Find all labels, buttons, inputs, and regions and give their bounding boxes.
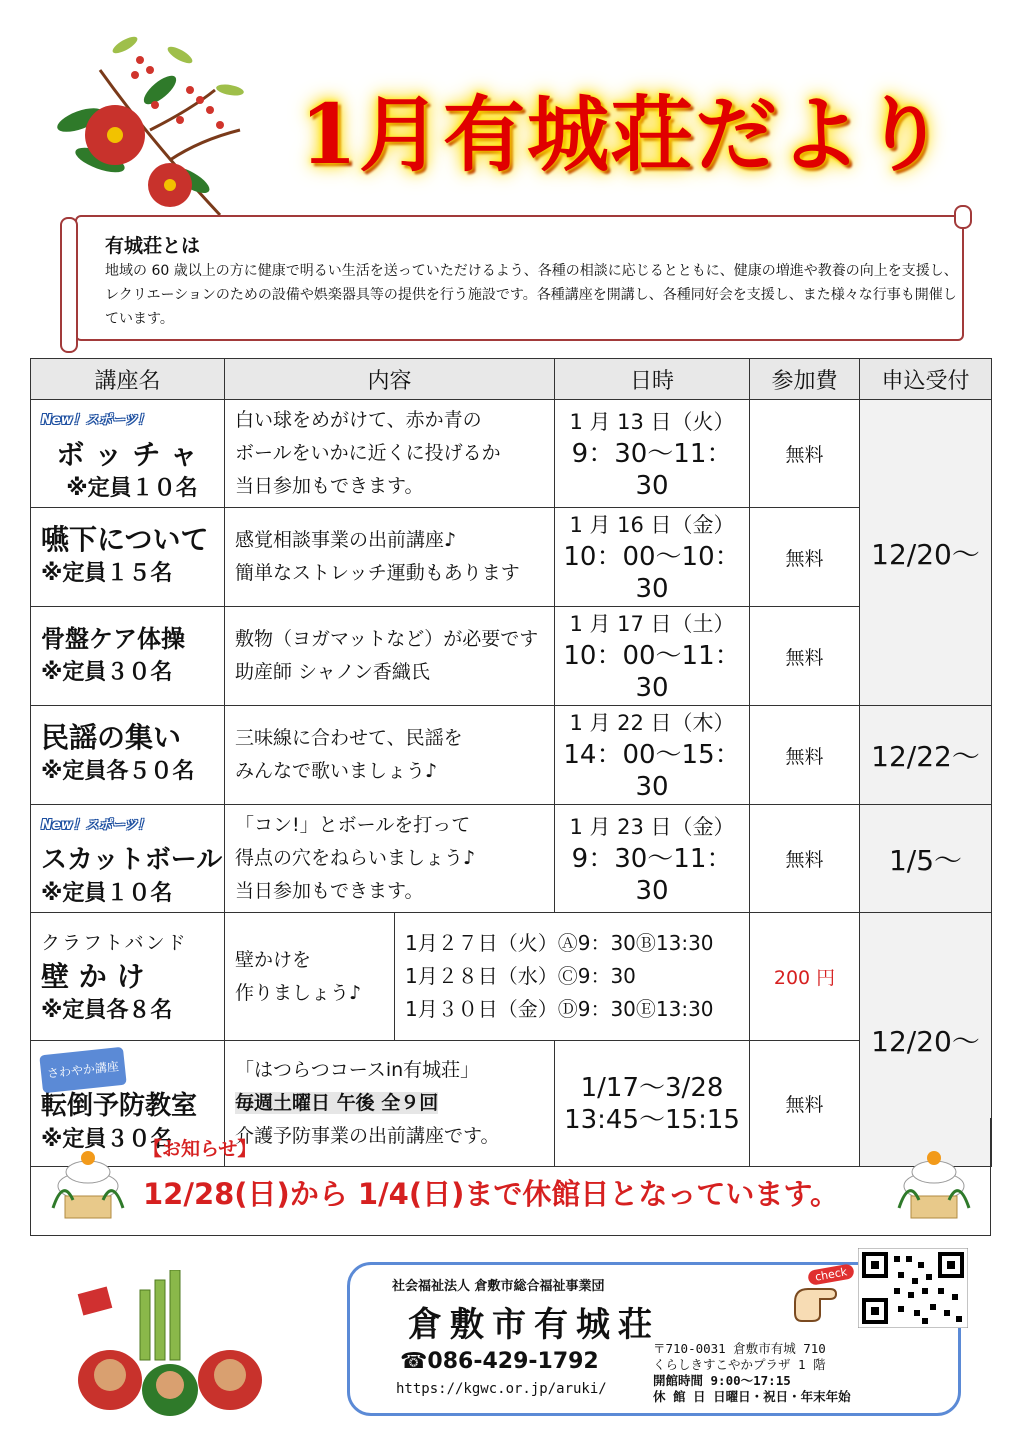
camellia-illustration [40, 30, 260, 220]
table-row [31, 706, 992, 805]
address-line: 〒710-0031 倉敷市有城 710 [653, 1341, 826, 1356]
course-fee: 無料 [750, 1041, 860, 1167]
registration-date: 12/20〜 [860, 913, 992, 1167]
course-date: 1 月 23 日（金） [569, 814, 735, 839]
notice-body: 12/28(日)から 1/4(日)まで休館日となっています。 [143, 1177, 840, 1211]
course-name: 骨盤ケア体操 [41, 625, 185, 653]
new-year-illustration [70, 1270, 270, 1420]
organization-parent: 社会福祉法人 倉敷市総合福祉事業団 [392, 1279, 605, 1294]
session-date: 1月３０日（金）Ⓓ9：30Ⓔ13:30 [405, 997, 714, 1021]
course-date: 1 月 13 日（火） [569, 409, 735, 434]
content-line: 白い球をめがけて、赤か青の [235, 409, 482, 431]
content-line: 助産師 シャノン香織氏 [235, 661, 430, 683]
check-tag: check [807, 1263, 855, 1286]
content-line: 作りましょう♪ [235, 981, 362, 1004]
opening-hours: 開館時間 9:00〜17:15 [653, 1373, 791, 1388]
table-row [31, 508, 992, 607]
course-table [30, 358, 992, 1167]
course-datetime [555, 607, 750, 706]
course-name-cell [31, 607, 225, 706]
new-sports-badge: New！スポーツ！ [41, 818, 151, 833]
course-name-cell [31, 400, 225, 508]
content-line-highlight: 毎週土曜日 午後 全９回 [235, 1092, 439, 1114]
course-capacity: ※定員３０名 [41, 660, 173, 685]
course-datetime [555, 706, 750, 805]
course-fee: 無料 [750, 508, 860, 607]
course-name-cell [31, 913, 225, 1041]
table-row [31, 607, 992, 706]
course-content [225, 706, 555, 805]
closed-days: 休 館 日 日曜日・祝日・年末年始 [653, 1389, 851, 1404]
page-title: 1月有城荘だより [300, 87, 948, 183]
course-capacity: ※定員３０名 [41, 1126, 173, 1152]
course-content [225, 805, 555, 913]
course-datetime [555, 508, 750, 607]
course-content [225, 913, 395, 1041]
course-fee: 無料 [750, 706, 860, 805]
about-frame [75, 215, 964, 341]
course-name-cell [31, 805, 225, 913]
course-fee: 無料 [750, 607, 860, 706]
scroll-roll-left [60, 217, 78, 353]
course-name-cell [31, 706, 225, 805]
notice-box [30, 1118, 991, 1236]
course-date: 1 月 16 日（金） [569, 513, 735, 537]
content-line: 当日参加もできます。 [235, 475, 424, 497]
course-datetime [555, 805, 750, 913]
content-line: 敷物（ヨガマットなど）が必要です [235, 628, 539, 650]
content-line: 「はつらつコースin有城荘」 [235, 1059, 480, 1081]
content-line: みんなで歌いましょう♪ [235, 760, 438, 782]
course-capacity: ※定員各８名 [41, 997, 173, 1023]
address-line: くらしきすこやかプラザ 1 階 [653, 1357, 826, 1372]
course-name-prefix: クラフトバンド [41, 931, 188, 954]
content-line: 介護予防事業の出前講座です。 [235, 1125, 500, 1147]
new-sports-badge: New！スポーツ！ [41, 413, 151, 428]
course-time: 10：00〜10：30 [563, 542, 741, 604]
table-row [31, 400, 992, 508]
registration-date: 12/22〜 [860, 706, 992, 805]
table-row [31, 913, 992, 1041]
course-name: 嚥下について [41, 523, 209, 556]
content-line: 「コン!」とボールを打って [235, 814, 471, 836]
course-name: 民謡の集い [41, 721, 182, 754]
session-date: 1月２８日（水）Ⓒ9：30 [405, 964, 636, 988]
qr-code-icon[interactable] [858, 1248, 968, 1328]
table-row [31, 805, 992, 913]
scroll-roll-right [954, 205, 972, 229]
header-fee: 参加費 [750, 359, 860, 400]
header-registration: 申込受付 [860, 359, 992, 400]
header-datetime: 日時 [555, 359, 750, 400]
course-content [225, 400, 555, 508]
organization-name: 倉敷市有城荘 [408, 1305, 660, 1345]
course-datetime [555, 400, 750, 508]
course-date: 1 月 22 日（木） [569, 711, 735, 735]
course-capacity: ※定員１０名 [41, 881, 173, 906]
registration-date: 1/5〜 [860, 805, 992, 913]
course-time: 9：30〜11：30 [571, 843, 733, 906]
course-capacity: ※定員１０名 [66, 476, 198, 501]
course-fee: 無料 [750, 400, 860, 508]
course-name: ボッチャ [56, 438, 208, 471]
table-header [31, 359, 992, 400]
course-time: 10：00〜11：30 [563, 641, 741, 703]
course-capacity: ※定員１５名 [41, 561, 173, 586]
course-fee: 200 円 [750, 913, 860, 1041]
header-content: 内容 [225, 359, 555, 400]
session-date: 1月２７日（火）Ⓐ9：30Ⓑ13:30 [405, 931, 714, 955]
course-time: 9：30〜11：30 [571, 438, 733, 501]
content-line: 三味線に合わせて、民謡を [235, 727, 463, 749]
course-content [225, 508, 555, 607]
course-capacity: ※定員各５０名 [41, 759, 195, 784]
kagami-mochi-icon [43, 1138, 133, 1228]
course-date: 1/17〜3/28 [580, 1072, 724, 1103]
course-time: 14：00〜15：30 [563, 740, 741, 802]
phone-number: ☎086-429-1792 [400, 1349, 599, 1374]
about-scroll [60, 205, 972, 345]
kagami-mochi-icon [889, 1138, 979, 1228]
course-name: 転倒予防教室 [41, 1090, 198, 1121]
about-body: 地域の 60 歳以上の方に健康で明るい生活を送っていただけるよう、各種の相談に応じるとともに、健康の増進や教養の向上を支援し、レクリエーションのための設備や娯楽器具等の提供を行う施設です。各種講座を開講し、各種同好会を支援し、また様々な行事も開催しています。 [105, 263, 958, 327]
content-line: ボールをいかに近くに投げるか [235, 442, 501, 464]
address-block [653, 1341, 851, 1405]
notice-heading: 【お知らせ】 [143, 1138, 257, 1160]
registration-date: 12/20〜 [860, 400, 992, 706]
course-name: スカットボール [41, 845, 223, 875]
course-fee: 無料 [750, 805, 860, 913]
course-name-cell [31, 508, 225, 607]
content-line: 得点の穴をねらいましょう♪ [235, 847, 476, 869]
content-line: 感覚相談事業の出前講座♪ [235, 529, 457, 551]
course-content [225, 607, 555, 706]
about-heading: 有城荘とは [105, 235, 201, 257]
content-line: 当日参加もできます。 [235, 880, 424, 902]
course-name: 壁 か け [41, 959, 145, 993]
sawayaka-badge: さわやか講座 [39, 1046, 127, 1093]
content-line: 簡単なストレッチ運動もあります [235, 562, 520, 584]
content-line: 壁かけを [235, 948, 312, 971]
course-date: 1 月 17 日（土） [569, 612, 735, 636]
header-course-name: 講座名 [31, 359, 225, 400]
course-time: 13:45〜15:15 [564, 1104, 740, 1135]
course-datetime [395, 913, 750, 1041]
website-url[interactable]: https://kgwc.or.jp/aruki/ [396, 1381, 607, 1397]
pointing-hand-icon [790, 1277, 840, 1323]
